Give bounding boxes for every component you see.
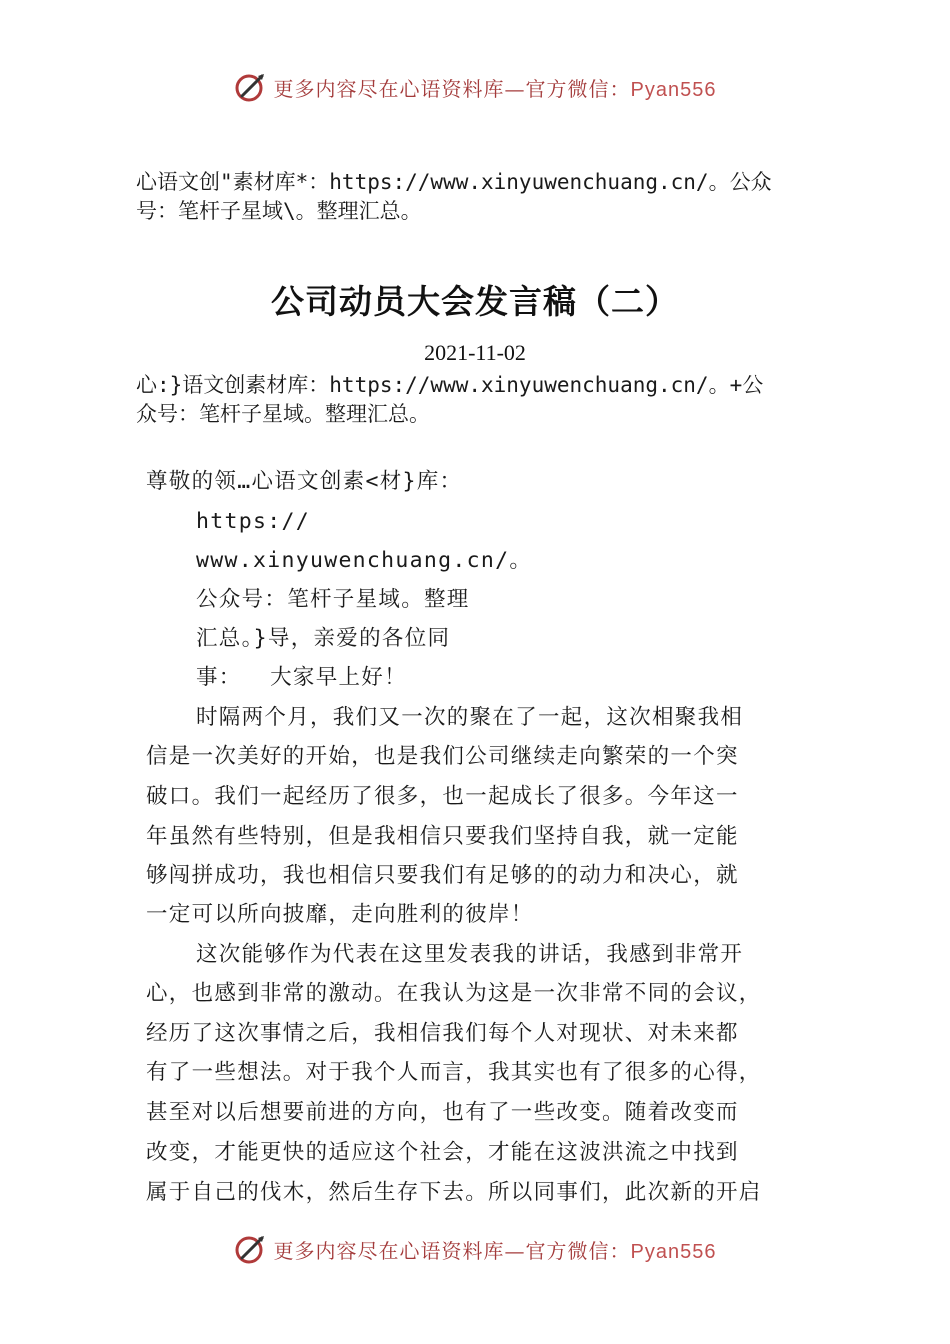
intro-note-line-2: 号：笔杆子星域\。整理汇总。 <box>136 199 422 223</box>
body-line: 经历了这次事情之后，我相信我们每个人对现状、对未来都 <box>146 1021 739 1046</box>
banner-text: 更多内容尽在心语资料库—官方微信： <box>273 1238 631 1263</box>
body-line: 甚至对以后想要前进的方向，也有了一些改变。随着改变而 <box>146 1100 739 1125</box>
body-line: 这次能够作为代表在这里发表我的讲话，我感到非常开 <box>196 942 744 967</box>
intro-note-line-1: 心语文创"素材库*：https://www.xinyuwenchuang.cn/。公众 <box>136 170 772 194</box>
banner-wechat-id: Pyan556 <box>630 78 717 101</box>
footer-banner <box>0 1232 950 1266</box>
body-line: 公众号：笔杆子星域。整理 <box>196 587 470 612</box>
body-line: https:// <box>196 509 310 534</box>
header-banner <box>0 70 950 104</box>
body-line: 时隔两个月，我们又一次的聚在了一起，这次相聚我相 <box>196 705 744 730</box>
body-line: 汇总。}导，亲爱的各位同 <box>196 626 451 651</box>
body-line: 事： 大家早上好！ <box>196 665 407 690</box>
body-line: 够闯拼成功，我也相信只要我们有足够的的动力和决心，就 <box>146 863 739 888</box>
pen-circle-logo-icon <box>234 1232 268 1266</box>
banner-text: 更多内容尽在心语资料库—官方微信： <box>273 76 631 101</box>
body-line: 一定可以所向披靡，走向胜利的彼岸！ <box>146 902 534 927</box>
banner-wechat-id: Pyan556 <box>630 1240 717 1263</box>
body-line: 改变，才能更快的适应这个社会，才能在这波洪流之中找到 <box>146 1140 739 1165</box>
body-line: 尊敬的领…心语文创素<材}库： <box>146 469 463 494</box>
pen-circle-logo-icon <box>234 70 268 104</box>
body-line: www.xinyuwenchuang.cn/。 <box>196 548 533 573</box>
article-date: 2021-11-02 <box>424 340 526 365</box>
body-line: 属于自己的伐木，然后生存下去。所以同事们，此次新的开启 <box>146 1180 762 1205</box>
body-line: 信是一次美好的开始，也是我们公司继续走向繁荣的一个突 <box>146 744 739 769</box>
body-line: 有了一些想法。对于我个人而言，我其实也有了很多的心得， <box>146 1060 762 1085</box>
source-note-line-1: 心:}语文创素材库：https://www.xinyuwenchuang.cn/。+公 <box>136 373 764 397</box>
body-line: 心，也感到非常的激动。在我认为这是一次非常不同的会议， <box>146 981 762 1006</box>
body-line: 年虽然有些特别，但是我相信只要我们坚持自我，就一定能 <box>146 824 739 849</box>
body-line: 破口。我们一起经历了很多，也一起成长了很多。今年这一 <box>146 784 739 809</box>
article-title: 公司动员大会发言稿（二） <box>271 282 679 321</box>
source-note-line-2: 众号：笔杆子星域。整理汇总。 <box>136 402 430 426</box>
